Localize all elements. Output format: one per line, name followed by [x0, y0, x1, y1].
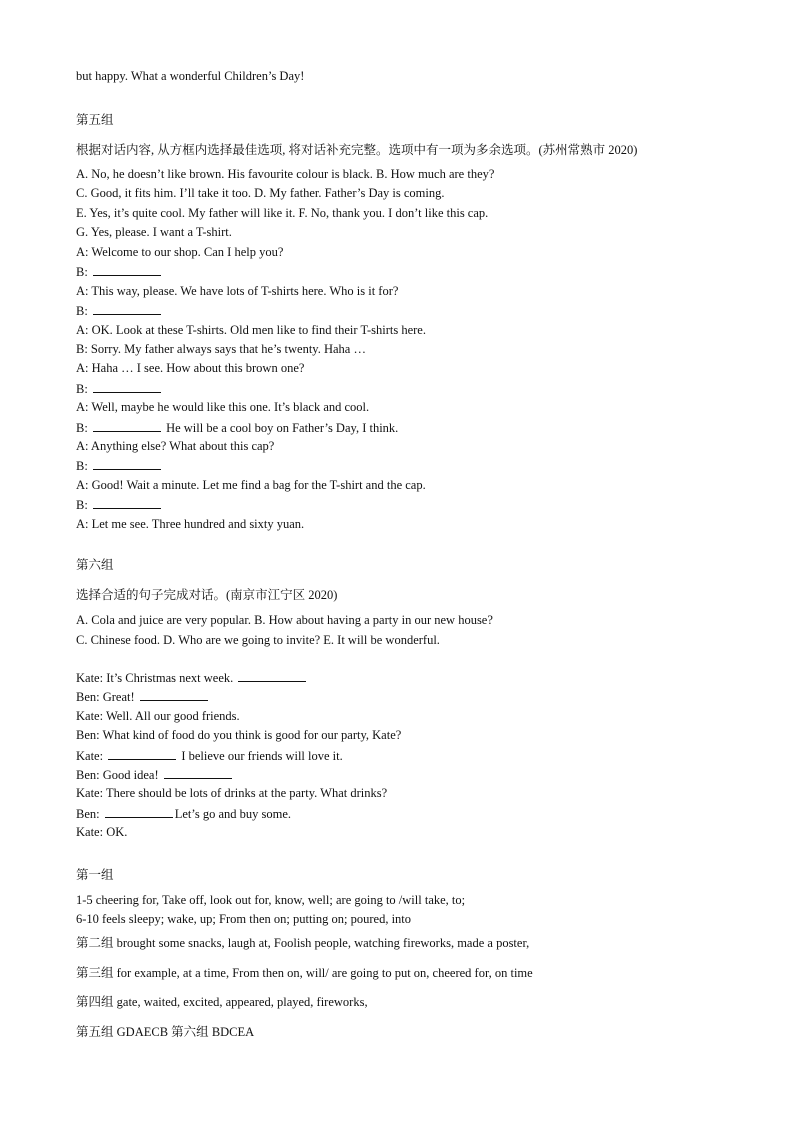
answer-blank[interactable]: [93, 457, 161, 470]
dialogue-line: [76, 341, 366, 357]
dialogue-text: A: Haha … I see. How about this brown one?: [76, 361, 305, 376]
dialogue-line: [76, 824, 127, 840]
answer-blank[interactable]: [93, 496, 161, 509]
dialogue-text: B:: [76, 381, 91, 396]
dialogue-line: [76, 380, 163, 397]
dialogue-text: Ben: Great!: [76, 690, 138, 705]
group6-instruction: 选择合适的句子完成对话。(南京市江宁区 2020): [76, 588, 338, 602]
dialogue-line: [76, 805, 291, 822]
answers-group2-text: brought some snacks, laugh at, Foolish people, watching fireworks, made a poster,: [113, 936, 530, 950]
dialogue-text: A: Well, maybe he would like this one. It’s black and cool.: [76, 400, 370, 415]
dialogue-line: [76, 516, 304, 532]
dialogue-text: B:: [76, 304, 91, 319]
answer-blank[interactable]: [93, 302, 161, 315]
option-line: G. Yes, please. I want a T-shirt.: [76, 225, 232, 240]
dialogue-line: [76, 360, 304, 376]
answers-group4-label: 第四组: [76, 995, 114, 1009]
answers-group5-label: 第五组: [76, 1025, 114, 1039]
dialogue-text: Kate: It’s Christmas next week.: [76, 671, 237, 685]
answers-group1-line2: 6-10 feels sleepy; wake, up; From then on; putting on; poured, into: [76, 912, 412, 926]
dialogue-text: Kate: Well. All our good friends.: [76, 708, 240, 723]
dialogue-line: [76, 477, 426, 493]
dialogue-text: Kate: OK.: [76, 825, 128, 840]
dialogue-text: Ben: What kind of food do you think is good for our party, Kate?: [76, 728, 402, 743]
dialogue-line: [76, 419, 398, 436]
dialogue-text-after-blank: I believe our friends will love it.: [178, 748, 343, 763]
answer-blank[interactable]: [93, 419, 161, 432]
dialogue-line: [76, 322, 426, 338]
answers-group5-text: GDAECB: [113, 1025, 172, 1039]
answers-group6-label: 第六组: [171, 1025, 209, 1039]
answers-group3-text: for example, at a time, From then on, will/ are going to put on, cheered for, on time: [113, 966, 533, 980]
option-line: A. Cola and juice are very popular. B. How about having a party in our new house?: [76, 613, 493, 627]
dialogue-text: B:: [76, 459, 91, 474]
dialogue-line: [76, 669, 308, 686]
option-line: A. No, he doesn’t like brown. His favourite colour is black. B. How much are they?: [76, 167, 495, 181]
dialogue-line: [76, 263, 163, 280]
dialogue-text: Kate:: [76, 748, 107, 763]
dialogue-line: [76, 785, 387, 801]
dialogue-text: B:: [76, 498, 91, 513]
dialogue-line: [76, 283, 398, 299]
answer-blank[interactable]: [93, 263, 161, 276]
answers-group6-text: BDCEA: [208, 1025, 255, 1039]
answers-group1-title: 第一组: [76, 868, 114, 882]
dialogue-text: A: OK. Look at these T-shirts. Old men like to find their T-shirts here.: [76, 322, 426, 337]
dialogue-text: B:: [76, 265, 91, 280]
dialogue-line: [76, 727, 401, 743]
dialogue-text: A: Let me see. Three hundred and sixty yuan.: [76, 516, 305, 531]
dialogue-text: B: Sorry. My father always says that he’s twenty. Haha …: [76, 342, 366, 356]
answer-blank[interactable]: [93, 380, 161, 393]
group5-instruction: 根据对话内容, 从方框内选择最佳选项, 将对话补充完整。选项中有一项为多余选项。(苏州常熟市 2020): [76, 143, 638, 157]
dialogue-text: A: Anything else? What about this cap?: [76, 439, 275, 453]
answer-blank[interactable]: [238, 669, 306, 682]
answers-group4-text: gate, waited, excited, appeared, played, fireworks,: [113, 995, 368, 1009]
answer-blank[interactable]: [108, 747, 176, 760]
answers-group2: [76, 935, 529, 951]
dialogue-line: [76, 399, 369, 415]
dialogue-line: [76, 457, 163, 474]
dialogue-text: Ben: Good idea!: [76, 768, 162, 782]
option-line: C. Good, it fits him. I’ll take it too. D. My father. Father’s Day is coming.: [76, 186, 445, 201]
dialogue-text: A: Welcome to our shop. Can I help you?: [76, 245, 284, 259]
answer-blank[interactable]: [164, 766, 232, 779]
option-line: E. Yes, it’s quite cool. My father will like it. F. No, thank you. I don’t like this cap.: [76, 205, 489, 220]
dialogue-line: [76, 438, 274, 454]
answers-group5-6: [76, 1024, 254, 1040]
dialogue-text-after-blank: Let’s go and buy some.: [174, 806, 292, 821]
dialogue-text: B:: [76, 420, 91, 435]
answers-group3: [76, 965, 533, 981]
dialogue-line: [76, 708, 240, 724]
group6-title: 第六组: [76, 558, 114, 572]
answers-group4: [76, 994, 368, 1010]
dialogue-line: [76, 766, 234, 783]
dialogue-text: Ben:: [76, 806, 103, 821]
answer-blank[interactable]: [140, 688, 208, 701]
dialogue-line: [76, 244, 283, 260]
dialogue-line: [76, 496, 163, 513]
dialogue-line: [76, 747, 343, 764]
answers-group3-label: 第三组: [76, 966, 114, 980]
dialogue-text: A: Good! Wait a minute. Let me find a bag for the T-shirt and the cap.: [76, 477, 426, 492]
answer-blank[interactable]: [105, 805, 173, 818]
intro-line: but happy. What a wonderful Children’s Day!: [76, 69, 305, 83]
group5-title: 第五组: [76, 113, 114, 127]
dialogue-line: [76, 302, 163, 319]
dialogue-line: [76, 688, 210, 705]
answers-group1-line1: 1-5 cheering for, Take off, look out for, know, well; are going to /will take, to;: [76, 893, 466, 907]
answers-group2-label: 第二组: [76, 936, 114, 950]
option-line: C. Chinese food. D. Who are we going to invite? E. It will be wonderful.: [76, 632, 440, 647]
dialogue-text: A: This way, please. We have lots of T-shirts here. Who is it for?: [76, 283, 399, 298]
dialogue-text-after-blank: He will be a cool boy on Father’s Day, I think.: [162, 420, 399, 435]
dialogue-text: Kate: There should be lots of drinks at the party. What drinks?: [76, 786, 388, 801]
